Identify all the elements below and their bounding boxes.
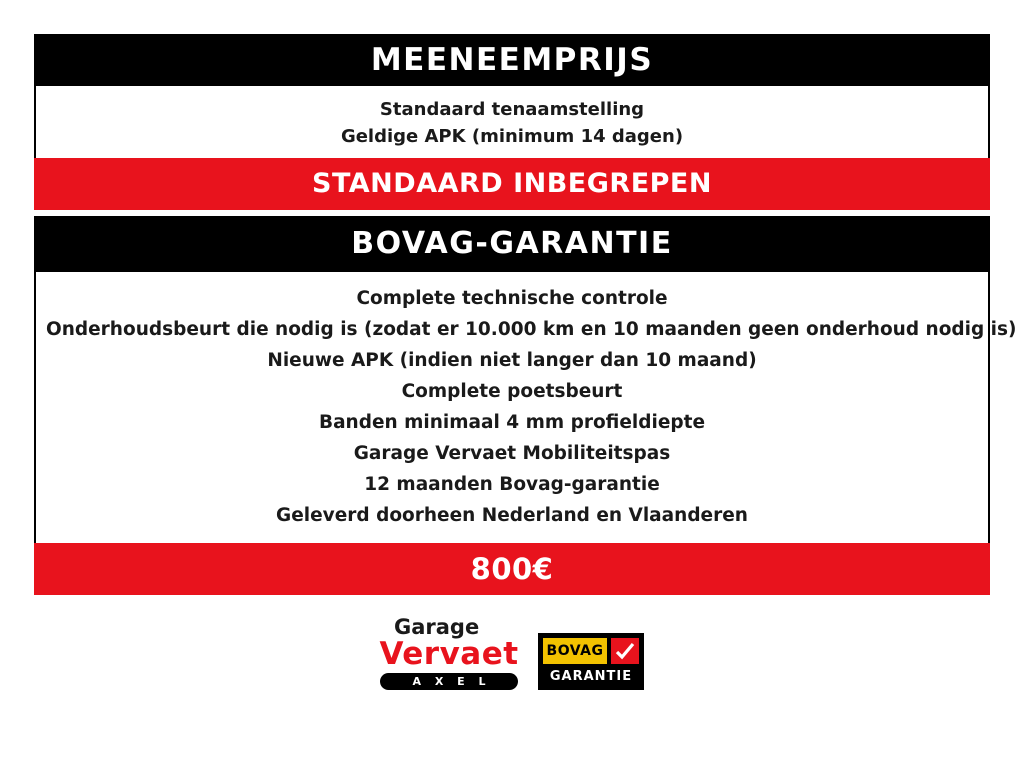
warranty-header-bar: BOVAG-GARANTIE	[34, 216, 990, 272]
condition-item: Standaard tenaamstelling	[379, 99, 645, 120]
price-header-bar: MEENEEMPRIJS	[34, 34, 990, 86]
bovag-logo-subtitle: GARANTIE	[549, 669, 633, 684]
bovag-logo-top	[543, 638, 639, 664]
conditions-panel	[34, 86, 990, 158]
warranty-panel	[34, 272, 1017, 543]
warranty-item: Complete technische controle	[356, 288, 668, 309]
logo-row	[34, 617, 990, 690]
price-bar: 800€	[34, 543, 990, 595]
bovag-logo-name: BOVAG	[543, 638, 607, 664]
garage-logo-word-vervaet: Vervaet	[379, 636, 519, 672]
warranty-item: Geleverd doorheen Nederland en Vlaanderen	[276, 505, 748, 526]
check-icon	[611, 638, 639, 664]
standard-included-bar: STANDAARD INBEGREPEN	[34, 158, 990, 210]
warranty-item: Banden minimaal 4 mm profieldiepte	[318, 412, 706, 433]
garage-vervaet-logo	[380, 617, 518, 690]
warranty-item: Nieuwe APK (indien niet langer dan 10 maand)	[267, 350, 757, 371]
warranty-item: Complete poetsbeurt	[401, 381, 623, 402]
warranty-item: Garage Vervaet Mobiliteitspas	[353, 443, 671, 464]
bovag-garantie-logo	[538, 633, 644, 690]
garage-logo-word-garage: Garage	[394, 615, 480, 639]
condition-item: Geldige APK (minimum 14 dagen)	[340, 126, 684, 147]
garage-logo-word-axel: A X E L	[380, 673, 518, 690]
warranty-item: Onderhoudsbeurt die nodig is (zodat er 10.000 km en 10 maanden geen onderhoud nodig is)	[46, 319, 1017, 340]
warranty-item: 12 maanden Bovag-garantie	[364, 474, 660, 495]
